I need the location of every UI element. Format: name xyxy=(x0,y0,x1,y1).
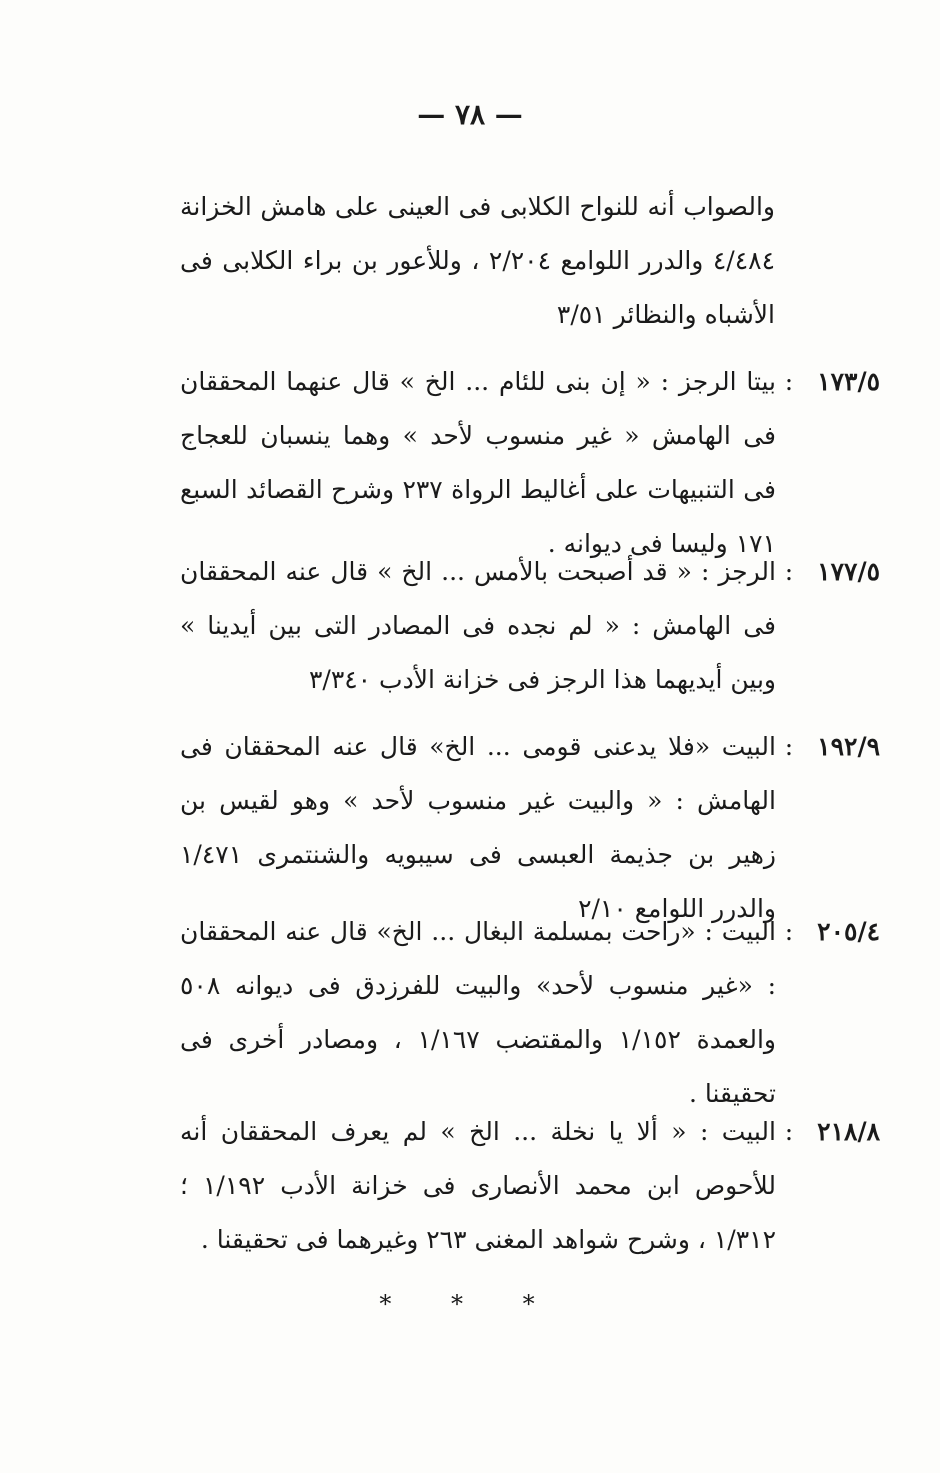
note-reference: ١٩٢/٩ xyxy=(817,732,880,761)
note-text: الرجز : « قد أصبحت بالأمس ... الخ » قال عنه المحققان فى الهامش : « لم نجده فى المصادر التى بين أيدينا » وبين أيديهما هذا الرجز فى خزانة الأدب ٣/٣٤٠ xyxy=(180,557,776,694)
intro-paragraph: والصواب أنه للنواح الكلابى فى العينى على هامش الخزانة ٤/٤٨٤ والدرر اللوامع ٢/٢٠٤ ، وللأعور بن براء الكلابى فى الأشباه والنظائر ٣/٥١ xyxy=(180,192,775,329)
note-entry xyxy=(180,905,880,1121)
note-entry xyxy=(180,1105,880,1267)
note-entry xyxy=(180,720,880,936)
note-entry xyxy=(180,545,880,707)
note-reference: ٢٠٥/٤ xyxy=(817,917,880,946)
note-reference: ١٧٣/٥ xyxy=(817,367,880,396)
note-text: بيتا الرجز : « إن بنى للئام ... الخ » قال عنهما المحققان فى الهامش « غير منسوب لأحد » وهما ينسبان للعجاج فى التنبيهات على أغاليط الرواة ٢٣٧ وشرح القصائد السبع ١٧١ وليسا فى ديوانه . xyxy=(180,367,776,558)
note-colon: : xyxy=(784,557,794,586)
note-text: البيت : «راحت بمسلمة البغال ... الخ» قال عنه المحققان : «غير منسوب لأحد» والبيت للفرزدق فى ديوانه ٥٠٨ والعمدة ١/١٥٢ والمقتضب ١/١٦٧ ، ومصادر أخرى فى تحقيقنا . xyxy=(180,917,776,1108)
note-text: البيت : « ألا يا نخلة ... الخ » لم يعرف المحققان أنه للأحوص ابن محمد الأنصارى فى خزانة الأدب ١/١٩٢ ؛ ١/٣١٢ ، وشرح شواهد المغنى ٢٦٣ وغيرهما فى تحقيقنا . xyxy=(180,1117,776,1254)
note-text: البيت «فلا يدعنى قومى ... الخ» قال عنه المحققان فى الهامش : « والبيت غير منسوب لأحد » وهو لقيس بن زهير بن جذيمة العبسى فى سيبويه والشنتمرى ١/٤٧١ والدرر اللوامع ٢/١٠ xyxy=(180,732,776,923)
note-colon: : xyxy=(784,917,794,946)
note-colon: : xyxy=(784,1117,794,1146)
note-colon: : xyxy=(784,732,794,761)
note-reference: ١٧٧/٥ xyxy=(817,557,880,586)
note-colon: : xyxy=(784,367,794,396)
page-number: — ٧٨ — xyxy=(417,98,523,131)
note-reference: ٢١٨/٨ xyxy=(817,1117,880,1146)
section-end-stars: * * * xyxy=(379,1290,561,1318)
note-entry xyxy=(180,355,880,571)
